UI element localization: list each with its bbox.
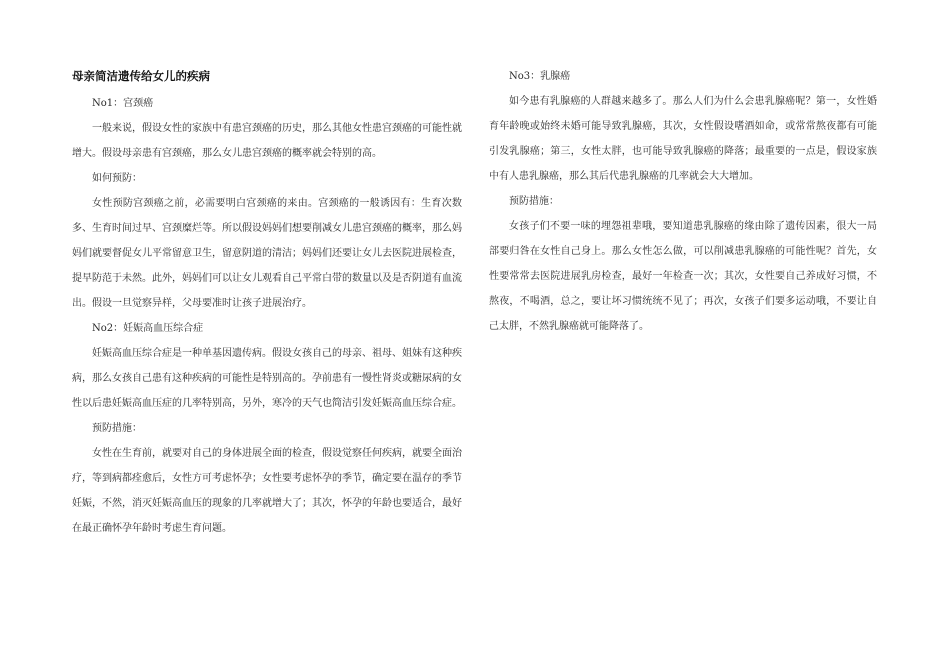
section-heading-prevention-measures: 预防措施： <box>92 423 142 434</box>
section-heading-pregnancy-hypertension: No2：妊娠高血压综合症 <box>92 323 204 334</box>
paragraph-breast-cancer-causes: 如今患有乳腺癌的人群越来越多了。那么人们为什么会患乳腺癌呢？第一，女性婚育年龄晚或始终未婚可能导致乳腺癌，其次，女性假设嗜酒如命，或常常熬夜都有可能引发乳腺癌；第三，女性太胖，也可能导致乳腺癌的降落；最重要的一点是，假设家族中有人患乳腺癌，那么其后代患乳腺癌的几率就会大大增加。 <box>489 96 877 182</box>
section-heading-breast-prevention: 预防措施： <box>509 196 559 207</box>
paragraph-cervical-cancer-risk: 一般来说，假设女性的家族中有患宫颈癌的历史，那么其他女性患宫颈癌的可能性就增大。假设母亲患有宫颈癌，那么女儿患宫颈癌的概率就会特别的高。 <box>72 123 462 159</box>
document-title: 母亲简洁遗传给女儿的疾病 <box>72 69 210 83</box>
section-heading-breast-cancer: No3：乳腺癌 <box>509 71 571 82</box>
paragraph-hypertension-prevention: 女性在生育前，就要对自己的身体进展全面的检查，假设觉察任何疾病，就要全面治疗，等到病都痊愈后，女性方可考虑怀孕；女性要考虑怀孕的季节，确定要在温存的季节妊娠，不然，消灭妊娠高血压的现象的几率就增大了；其次，怀孕的年龄也要适合，最好在最正确怀孕年龄时考虑生育问题。 <box>72 448 462 534</box>
right-column <box>489 60 877 339</box>
section-heading-cervical-cancer: No1：宫颈癌 <box>92 98 154 109</box>
paragraph-breast-cancer-prevention: 女孩子们不要一味的埋怨祖辈哦，要知道患乳腺癌的缘由除了遗传因素，很大一局部要归咎在女性自己身上。那么女性怎么做，可以削减患乳腺癌的可能性呢？首先，女性要常常去医院进展乳房检查，最好一年检查一次；其次，女性要自己养成好习惯，不熬夜，不喝酒，总之，要让坏习惯统统不见了；再次，女孩子们要多运动哦，不要让自己太胖，不然乳腺癌就可能降落了。 <box>489 221 877 332</box>
section-heading-prevention: 如何预防： <box>92 173 142 184</box>
paragraph-pregnancy-hypertension: 妊娠高血压综合症是一种单基因遗传病。假设女孩自己的母亲、祖母、姐妹有这种疾病，那么女孩自己患有这种疾病的可能性是特别高的。孕前患有一慢性肾炎或糖尿病的女性以后患妊娠高血压症的几率特别高，另外，寒冷的天气也简洁引发妊娠高血压综合症。 <box>72 348 462 409</box>
left-column <box>72 60 462 541</box>
paragraph-cervical-cancer-prevention: 女性预防宫颈癌之前，必需要明白宫颈癌的来由。宫颈癌的一般诱因有：生育次数多、生育时间过早、宫颈糜烂等。所以假设妈妈们想要削减女儿患宫颈癌的概率，那么妈妈们就要督促女儿平常留意卫生，留意阴道的清洁；妈妈们还要让女儿去医院进展检查，提早防范于未然。此外，妈妈们可以让女儿观看自己平常白带的数量以及是否阴道有血流出。假设一旦觉察异样，父母要准时让孩子进展治疗。 <box>72 198 462 309</box>
